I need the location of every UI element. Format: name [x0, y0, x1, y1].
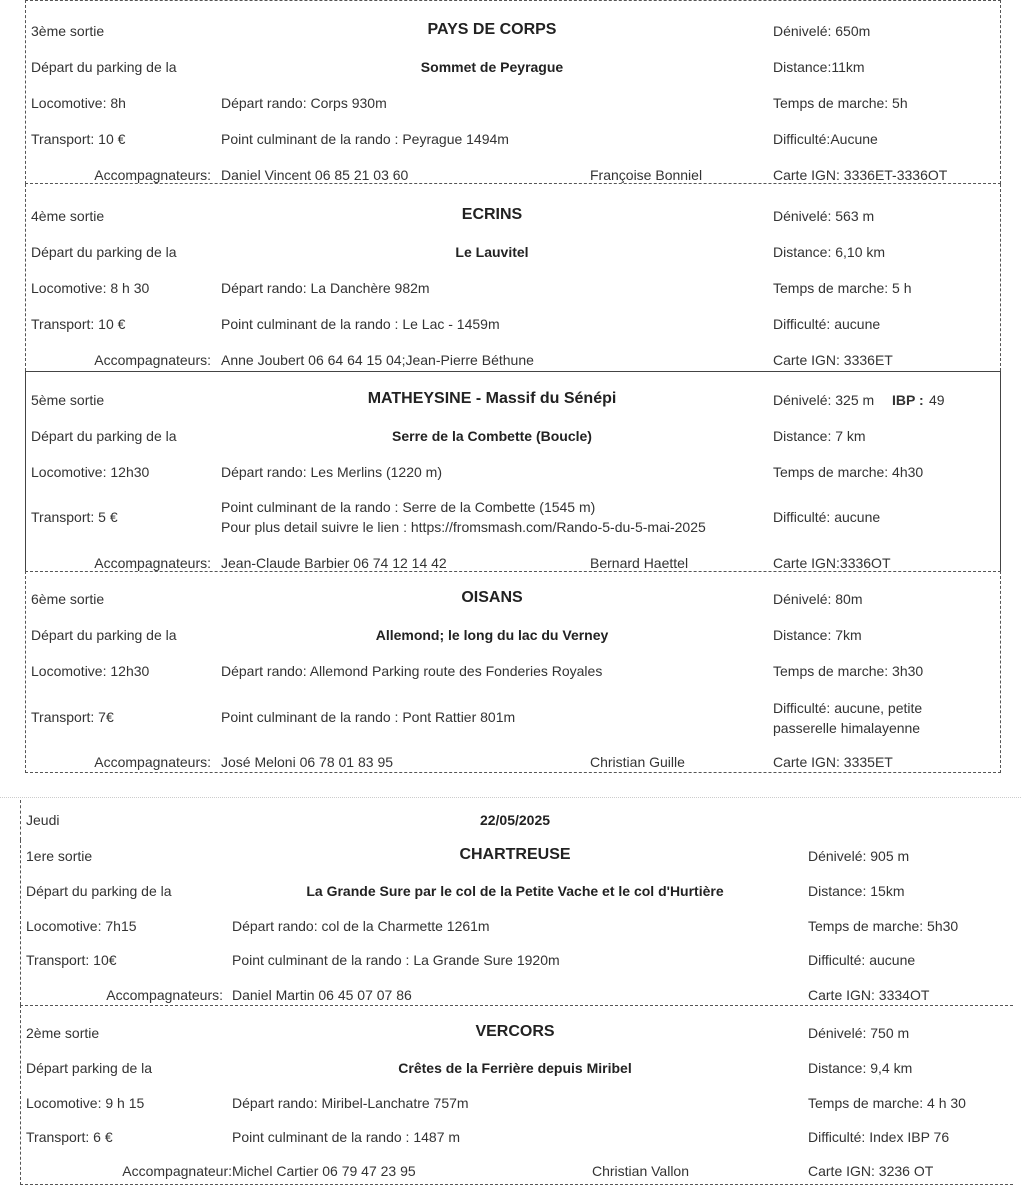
difficulte: Difficulté: aucune, petite passerelle himalayenne [773, 700, 923, 736]
transport: Transport: 5 € [31, 509, 118, 525]
depart-rando: Départ rando: Les Merlins (1220 m) [221, 464, 442, 480]
accompagnateur-2: Christian Vallon [592, 1163, 690, 1179]
sortie-number: 5ème sortie [31, 392, 105, 408]
denivele: Dénivelé: 905 m [808, 848, 910, 864]
accompagnateur-1: José Meloni 06 78 01 83 95 [221, 754, 394, 770]
distance: Distance: 15km [808, 883, 905, 899]
accompagnateur-1: Michel Cartier 06 79 47 23 95 [232, 1163, 416, 1179]
day-name: Jeudi [26, 812, 60, 828]
difficulte: Difficulté: Index IBP 76 [808, 1129, 950, 1145]
temps-marche: Temps de marche: 5 h [773, 280, 912, 296]
temps-marche: Temps de marche: 4 h 30 [808, 1095, 966, 1111]
sortie-card-4 [25, 184, 1001, 371]
depart-rando: Départ rando: La Danchère 982m [221, 280, 430, 296]
carte-ign: Carte IGN: 3336ET [773, 352, 893, 368]
depart-parking-label: Départ du parking de la [31, 59, 177, 75]
accompagnateur-1: Anne Joubert 06 64 64 15 04;Jean-Pierre Béthune [221, 352, 534, 368]
difficulte: Difficulté: aucune [773, 509, 881, 525]
transport: Transport: 10€ [26, 952, 117, 968]
locomotive: Locomotive: 7h15 [26, 918, 137, 934]
accompagnateur-1: Daniel Martin 06 45 07 07 86 [232, 987, 412, 1003]
point-culminant: Point culminant de la rando : Serre de la Combette (1545 m) [221, 499, 596, 515]
locomotive: Locomotive: 8h [31, 95, 126, 111]
ibp-value: 49 [929, 392, 945, 408]
accompagnateurs-label: Accompagnateurs: [106, 987, 223, 1003]
accompagnateurs-label: Accompagnateur: [122, 1163, 232, 1179]
sortie-card-2 [20, 1005, 1013, 1185]
point-culminant: Point culminant de la rando : Peyrague 1494m [221, 131, 509, 147]
sortie-card-6 [25, 571, 1001, 773]
sommet: Le Lauvitel [455, 244, 529, 260]
page-separator [0, 797, 1021, 798]
transport: Transport: 7€ [31, 709, 114, 725]
transport: Transport: 6 € [26, 1129, 113, 1145]
sortie-number: 6ème sortie [31, 591, 105, 607]
difficulte: Difficulté:Aucune [773, 131, 878, 147]
distance: Distance: 6,10 km [773, 244, 886, 260]
ibp-label: IBP : [892, 392, 924, 408]
accompagnateur-2: Christian Guille [590, 754, 685, 770]
distance: Distance: 7km [773, 627, 862, 643]
sortie-card-3 [25, 0, 1001, 184]
depart-rando: Départ rando: Miribel-Lanchatre 757m [232, 1095, 469, 1111]
depart-rando: Départ rando: col de la Charmette 1261m [232, 918, 490, 934]
sortie-title: PAYS DE CORPS [427, 21, 557, 38]
accompagnateur-1: Jean-Claude Barbier 06 74 12 14 42 [221, 555, 447, 571]
carte-ign: Carte IGN:3336OT [773, 555, 891, 571]
sortie-title: VERCORS [475, 1023, 555, 1040]
depart-parking-label: Départ du parking de la [31, 428, 177, 444]
temps-marche: Temps de marche: 5h [773, 95, 908, 111]
depart-parking-label: Départ du parking de la [31, 244, 177, 260]
sortie-title: OISANS [461, 589, 523, 606]
denivele: Dénivelé: 325 m [773, 392, 875, 408]
locomotive: Locomotive: 12h30 [31, 464, 150, 480]
depart-rando: Départ rando: Allemond Parking route des Fonderies Royales [221, 663, 603, 679]
sommet: La Grande Sure par le col de la Petite Vache et le col d'Hurtière [306, 883, 724, 899]
locomotive: Locomotive: 9 h 15 [26, 1095, 145, 1111]
carte-ign: Carte IGN: 3335ET [773, 754, 893, 770]
depart-rando: Départ rando: Corps 930m [221, 95, 387, 111]
day-date: 22/05/2025 [479, 812, 551, 828]
accompagnateurs-label: Accompagnateurs: [94, 352, 211, 368]
accompagnateur-2: Bernard Haettel [590, 555, 689, 571]
accompagnateurs-label: Accompagnateurs: [94, 754, 211, 770]
carte-ign: Carte IGN: 3334OT [808, 987, 930, 1003]
distance: Distance: 9,4 km [808, 1060, 913, 1076]
locomotive: Locomotive: 12h30 [31, 663, 150, 679]
difficulte: Difficulté: aucune [773, 316, 881, 332]
sommet: Sommet de Peyrague [420, 59, 564, 75]
sortie-number: 1ere sortie [26, 848, 93, 864]
difficulte: Difficulté: aucune [808, 952, 916, 968]
temps-marche: Temps de marche: 5h30 [808, 918, 959, 934]
point-culminant: Point culminant de la rando : 1487 m [232, 1129, 461, 1145]
transport: Transport: 10 € [31, 316, 126, 332]
sommet: Serre de la Combette (Boucle) [392, 428, 592, 444]
denivele: Dénivelé: 750 m [808, 1025, 910, 1041]
distance: Distance:11km [773, 59, 865, 75]
sortie-title: ECRINS [461, 206, 523, 223]
sortie-card-1 [20, 840, 1013, 1005]
carte-ign: Carte IGN: 3336ET-3336OT [773, 167, 948, 183]
depart-parking-label: Départ parking de la [26, 1060, 153, 1076]
day-header [20, 800, 1013, 840]
accompagnateurs-label: Accompagnateurs: [94, 555, 211, 571]
sortie-title: MATHEYSINE - Massif du Sénépi [367, 390, 617, 407]
accompagnateurs-label: Accompagnateurs: [94, 167, 211, 183]
depart-parking-label: Départ du parking de la [31, 627, 177, 643]
transport: Transport: 10 € [31, 131, 126, 147]
sortie-number: 3ème sortie [31, 23, 105, 39]
sommet: Crêtes de la Ferrière depuis Miribel [398, 1060, 632, 1076]
point-culminant: Point culminant de la rando : Le Lac - 1459m [221, 316, 500, 332]
sortie-number: 2ème sortie [26, 1025, 100, 1041]
distance: Distance: 7 km [773, 428, 866, 444]
point-culminant: Point culminant de la rando : Pont Rattier 801m [221, 709, 516, 725]
accompagnateur-2: Françoise Bonniel [590, 167, 703, 183]
temps-marche: Temps de marche: 4h30 [773, 464, 924, 480]
carte-ign: Carte IGN: 3236 OT [808, 1163, 934, 1179]
locomotive: Locomotive: 8 h 30 [31, 280, 150, 296]
plus-detail-lien[interactable]: Pour plus detail suivre le lien : https://fromsmash.com/Rando-5-du-5-mai-2025 [221, 519, 706, 535]
denivele: Dénivelé: 563 m [773, 208, 875, 224]
temps-marche: Temps de marche: 3h30 [773, 663, 924, 679]
depart-parking-label: Départ du parking de la [26, 883, 172, 899]
accompagnateur-1: Daniel Vincent 06 85 21 03 60 [221, 167, 409, 183]
point-culminant: Point culminant de la rando : La Grande Sure 1920m [232, 952, 560, 968]
sortie-card-5 [25, 371, 1001, 571]
denivele: Dénivelé: 80m [773, 591, 863, 607]
denivele: Dénivelé: 650m [773, 23, 871, 39]
sortie-title: CHARTREUSE [459, 846, 571, 863]
sommet: Allemond; le long du lac du Verney [375, 627, 609, 643]
sortie-number: 4ème sortie [31, 208, 105, 224]
